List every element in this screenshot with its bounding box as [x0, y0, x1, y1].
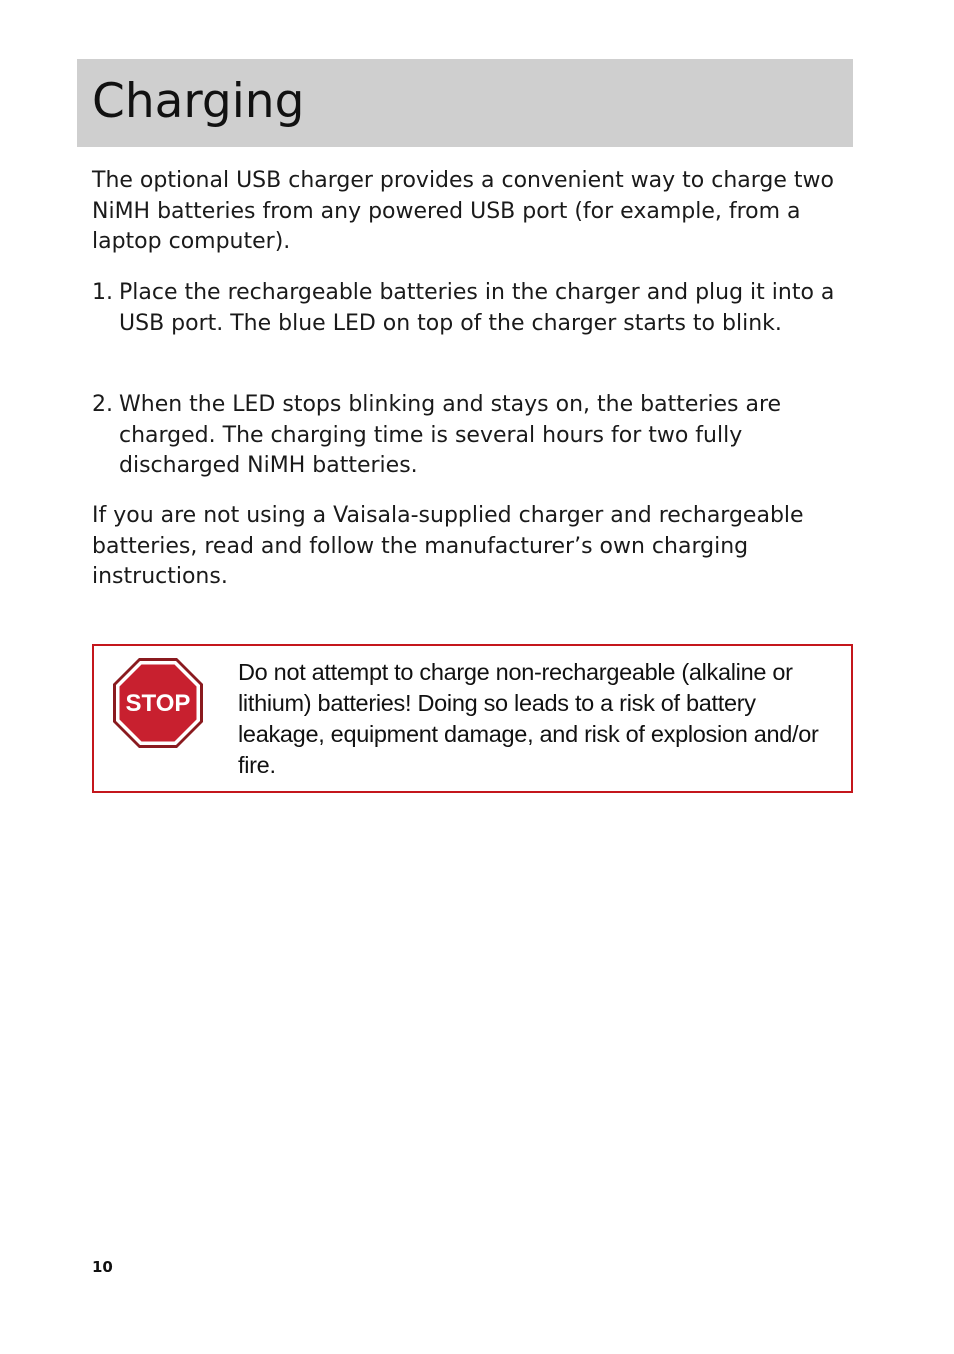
step-number: 1. [92, 280, 113, 305]
title-bar [77, 59, 853, 147]
step-text: When the LED stops blinking and stays on, the batteries are charged. The charging time is several hours for two fully discharged NiMH batteries. [119, 392, 782, 479]
step-number: 2. [92, 392, 113, 417]
stop-sign-label: STOP [125, 690, 191, 717]
page-title: Charging [92, 74, 305, 129]
stop-sign-icon [112, 657, 204, 749]
warning-box [92, 644, 853, 793]
outro-paragraph: If you are not using a Vaisala-supplied charger and rechargeable batteries, read and follow the manufacturer’s own charging instructions. [92, 503, 804, 590]
step-text: Place the rechargeable batteries in the charger and plug it into a USB port. The blue LED on top of the charger starts to blink. [119, 280, 835, 336]
page-number: 10 [92, 1258, 113, 1276]
warning-text: Do not attempt to charge non-rechargeable (alkaline or lithium) batteries! Doing so leads to a risk of battery leakage, equipment damage, and risk of explosion and/or fire. [238, 659, 819, 778]
list-item-step-2 [92, 390, 852, 482]
list-item-step-1 [92, 278, 852, 339]
intro-paragraph: The optional USB charger provides a convenient way to charge two NiMH batteries from any powered USB port (for example, from a laptop computer). [92, 168, 835, 255]
